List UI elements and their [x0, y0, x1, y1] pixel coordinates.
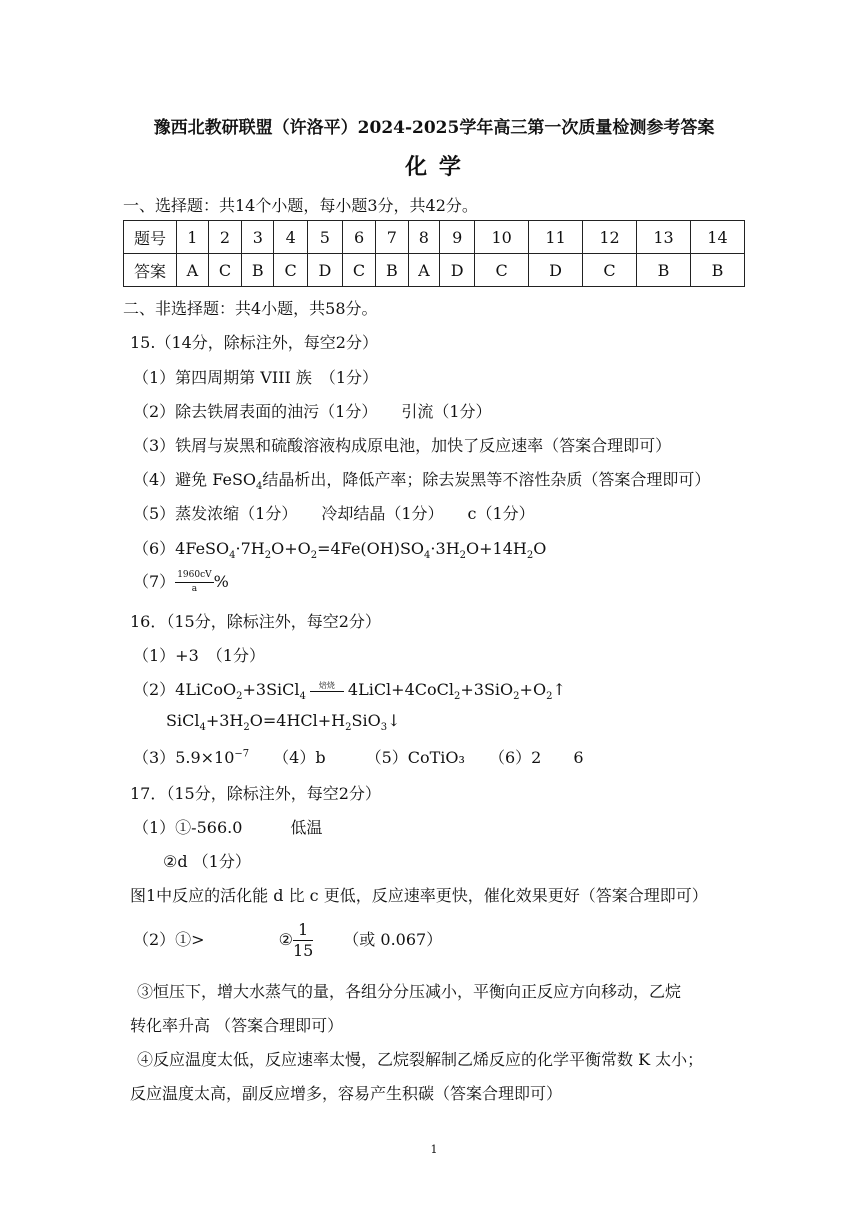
q16-answer-3 — [133, 745, 584, 768]
question-number: 10 — [475, 221, 529, 254]
q16-answer-1: （1）+3 （1分） — [133, 646, 265, 665]
question-number: 5 — [307, 221, 342, 254]
q16-answer-2: （2）4LiCoO$_2$+3SiCl$_4$ 焙烧 $4LiCl+4CoCl_2+3SiO_2+O_2↑$ — [133, 680, 566, 703]
question-number: 14 — [690, 221, 744, 254]
answer-cell: C — [208, 254, 241, 287]
q17-answer-2 — [133, 922, 442, 959]
q16-answer-3-prefix: （3） — [133, 748, 176, 767]
reaction-arrow-line — [310, 691, 344, 692]
exponent: −7 — [234, 748, 250, 760]
question-number: 9 — [440, 221, 475, 254]
question-number: 6 — [342, 221, 375, 254]
section1-heading: 一、选择题：共14个小题，每小题3分，共42分。 — [123, 196, 478, 215]
answer-cell: C — [274, 254, 307, 287]
question-number: 12 — [583, 221, 637, 254]
q15-answer-4 — [133, 467, 710, 492]
fraction-numerator: 1960cV — [175, 571, 213, 583]
q17-answer-2c: （或 0.067） — [343, 930, 443, 949]
question-row-label: 题号 — [124, 221, 177, 254]
answer-cell: B — [376, 254, 408, 287]
question-number: 8 — [408, 221, 440, 254]
q16-heading: 16．（15分，除标注外，每空2分） — [130, 612, 381, 631]
ksp-value: 5.9×10 — [175, 748, 235, 767]
percent-sign: % — [213, 572, 229, 591]
question-number: 4 — [274, 221, 307, 254]
answer-cell: B — [242, 254, 274, 287]
answer-cell: D — [307, 254, 342, 287]
fraction-denominator: 15 — [292, 941, 314, 960]
q15-answer-6: $(6)4FeSO_4\cdot 7H_2O+O_2=4Fe(OH)SO_4\cdot 3H_2O+14H_2O$ — [133, 539, 547, 562]
q15-answer-4-start: （4）避免 FeSO — [133, 470, 257, 489]
answer-table — [123, 220, 745, 287]
q15-answer-2: （2）除去铁屑表面的油污（1分） 引流（1分） — [133, 402, 492, 421]
document-title: 豫西北教研联盟（许洛平）2024-2025学年高三第一次质量检测参考答案 — [153, 118, 715, 138]
fraction — [175, 571, 213, 594]
q17-explanation: 图1中反应的活化能 d 比 c 更低，反应速率更快，催化效果更好（答案合理即可） — [130, 886, 708, 905]
q15-answer-5: （5）蒸发浓缩（1分） 冷却结晶（1分） c（1分） — [133, 504, 535, 523]
q17-answer-1b: ②d （1分） — [163, 852, 251, 871]
page-number: 1 — [430, 1143, 438, 1156]
q15-heading: 15.（14分，除标注外，每空2分） — [130, 333, 378, 352]
q17-answer-2b: ② — [278, 930, 293, 949]
question-number: 2 — [208, 221, 241, 254]
condition-label: 焙烧 — [318, 680, 335, 690]
question-number: 3 — [242, 221, 274, 254]
answer-cell: A — [408, 254, 440, 287]
answer-cell: C — [475, 254, 529, 287]
q17-answer-4: ④反应温度太低，反应速率太慢，乙烷裂解制乙烯反应的化学平衡常数 K 太小； — [137, 1050, 704, 1069]
answer-cell: D — [440, 254, 475, 287]
q15-answer-1: （1）第四周期第 VIII 族 （1分） — [133, 368, 379, 387]
question-number: 13 — [637, 221, 691, 254]
answer-cell: D — [529, 254, 583, 287]
answer-row — [124, 254, 745, 287]
q16-answer-rest: （4）b （5）CoTiO₃ （6）2 6 — [249, 748, 584, 767]
fraction — [293, 922, 313, 959]
answer-cell: A — [177, 254, 209, 287]
subject-title: 化 学 — [405, 154, 463, 180]
q15-answer-3: （3）铁屑与炭黑和硫酸溶液构成原电池，加快了反应速率（答案合理即可） — [133, 436, 672, 455]
fraction-denominator: a — [191, 584, 198, 594]
answer-row-label: 答案 — [124, 254, 177, 287]
q17-heading: 17．（15分，除标注外，每空2分） — [130, 784, 381, 803]
answer-cell: B — [690, 254, 744, 287]
answer-cell: B — [637, 254, 691, 287]
question-number: 11 — [529, 221, 583, 254]
fraction-numerator: 1 — [293, 922, 313, 941]
section2-heading: 二、非选择题：共4小题，共58分。 — [123, 299, 378, 318]
reaction-condition — [310, 682, 344, 700]
q16-answer-2b: $SiCl_4+3H_2O=4HCl+H_2SiO_3↓$ — [166, 711, 401, 734]
q16-answer-2-prefix: （2）4LiCoO — [133, 680, 237, 699]
q17-answer-1: （1）①-566.0 低温 — [133, 818, 323, 837]
q17-answer-2a: （2）①> — [133, 930, 205, 949]
answer-cell: C — [583, 254, 637, 287]
question-number-row — [124, 221, 745, 254]
q17-answer-3b: 转化率升高 （答案合理即可） — [130, 1016, 344, 1035]
q15-answer-4-rest: 结晶析出，降低产率；除去炭黑等不溶性杂质（答案合理即可） — [262, 470, 711, 489]
question-number: 7 — [376, 221, 408, 254]
q17-answer-4b: 反应温度太高，副反应增多，容易产生积碳（答案合理即可） — [130, 1084, 563, 1103]
q15-answer-7 — [133, 569, 229, 594]
answer-cell: C — [342, 254, 375, 287]
subscript: 4 — [256, 481, 263, 493]
q17-answer-3: ③恒压下，增大水蒸气的量，各组分分压减小，平衡向正反应方向移动，乙烷 — [137, 982, 682, 1001]
q15-answer-7-prefix: （7） — [133, 572, 176, 591]
question-number: 1 — [177, 221, 209, 254]
